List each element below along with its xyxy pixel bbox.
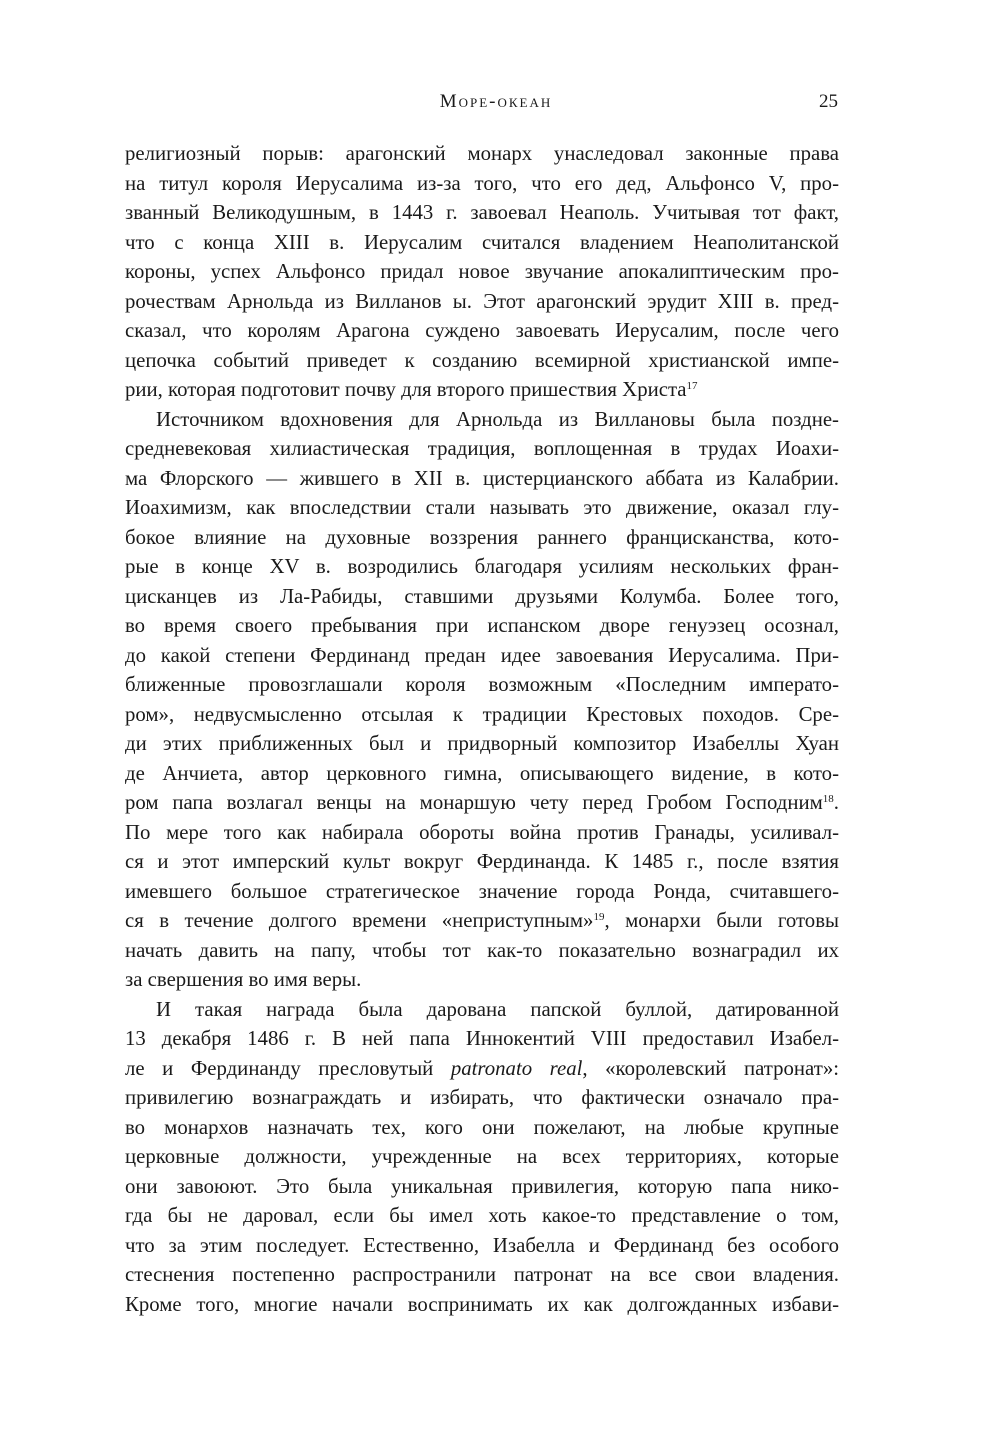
paragraph-1-line-4: что с конца XIII в. Иерусалим считался владением Неаполитанской: [125, 230, 839, 254]
paragraph-1-line-6: рочествам Арнольда из Вилланов ы. Этот арагонский эрудит XIII в. пред-: [125, 289, 839, 313]
paragraph-3-line-1: И такая награда была дарована папской буллой, датированной: [156, 997, 839, 1021]
paragraph-2-line-13: де Анчиета, автор церковного гимна, описывающего видение, в кото-: [125, 761, 839, 785]
paragraph-1-line-7: сказал, что королям Арагона суждено завоевать Иерусалим, после чего: [125, 319, 839, 342]
paragraph-2-line-14: [125, 788, 839, 818]
paragraph-3-line-2: 13 декабря 1486 г. В ней папа Иннокентий VIII предоставил Изабел-: [125, 1027, 839, 1050]
paragraph-2-line-19: начать давить на папу, чтобы тот как-то показательно вознаградил их: [125, 938, 839, 962]
paragraph-2-line-14-text: ром папа возлагал венцы на монаршую чету перед Гробом Господним: [125, 791, 823, 814]
paragraph-2-line-12: ди этих приближенных был и придворный композитор Изабеллы Хуан: [125, 732, 839, 755]
paragraph-2-line-7: цисканцев из Ла-Рабиды, ставшими друзьями Колумба. Более того,: [125, 584, 839, 608]
paragraph-3-line-7: они завоюют. Это была уникальная привилегия, которую папа нико-: [125, 1174, 839, 1198]
paragraph-1-line-9-text: рии, которая подготовит почву для второго пришествия Христа: [125, 378, 687, 401]
paragraph-2-line-17: имевшего большое стратегическое значение города Ронда, считавшего-: [125, 879, 839, 903]
paragraph-1-line-2: на титул короля Иерусалима из-за того, что его дед, Альфонсо V, про-: [125, 171, 839, 195]
paragraph-2-line-14-end: .: [833, 791, 839, 814]
paragraph-2-line-2: средневековая хилиастическая традиция, воплощенная в трудах Иоахи-: [125, 437, 839, 460]
paragraph-2-line-18: [125, 906, 839, 936]
paragraph-1-line-3: званный Великодушным, в 1443 г. завоевал Неаполь. Учитывая тот факт,: [125, 201, 839, 224]
paragraph-2-line-18-text: ся в течение долгого времени «неприступным»: [125, 909, 594, 932]
running-head: [0, 90, 992, 114]
paragraph-2-line-20: за свершения во имя веры.: [125, 968, 362, 991]
paragraph-2-line-11: ром», недвусмысленно отсылая к традиции Крестовых походов. Сре-: [125, 702, 839, 726]
page-number: 25: [819, 91, 838, 112]
paragraph-3-line-8: гда бы не даровал, если бы имел хоть какое-то представление о том,: [125, 1204, 839, 1227]
paragraph-3-line-3: [125, 1054, 839, 1084]
paragraph-2-line-15: По мере того как набирала обороты война против Гранады, усиливал-: [125, 820, 839, 844]
paragraph-1-line-9: [125, 375, 839, 405]
footnote-ref-19: 19: [593, 911, 605, 923]
paragraph-2-line-10: ближенные провозглашали короля возможным «Последним императо-: [125, 673, 839, 696]
paragraph-3-line-3-end: , «королевский патронат»:: [582, 1056, 840, 1080]
paragraph-1-line-8: цепочка событий приведет к созданию всемирной христианской импе-: [125, 348, 839, 372]
paragraph-2-line-18-end: , монархи были готовы: [604, 909, 839, 932]
footnote-ref-18: 18: [822, 793, 834, 805]
paragraph-3-line-5: во монархов назначать тех, кого они пожелают, на любые крупные: [125, 1115, 839, 1139]
paragraph-2-line-4: Иоахимизм, как впоследствии стали называть это движение, оказал глу-: [125, 496, 839, 519]
paragraph-3-line-9: что за этим последует. Естественно, Изабелла и Фердинанд без особого: [125, 1233, 839, 1257]
paragraph-2-line-6: рые в конце XV в. возродились благодаря усилиям нескольких фран-: [125, 555, 839, 578]
paragraph-2-line-8: во время своего пребывания при испанском дворе генуэзец осознал,: [125, 614, 839, 637]
paragraph-2-line-16: ся и этот имперский культ вокруг Фердинанда. К 1485 г., после взятия: [125, 850, 839, 873]
italic-term: patronato real: [450, 1056, 583, 1080]
paragraph-3-line-3-start: ле и Фердинанду пресловутый: [125, 1056, 451, 1080]
running-title: Море-океан: [439, 91, 553, 112]
paragraph-2-line-3: ма Флорского — жившего в XII в. цистерцианского аббата из Калабрии.: [125, 466, 839, 490]
paragraph-2-line-9: до какой степени Фердинанд предан идее завоевания Иерусалима. При-: [125, 643, 839, 667]
paragraph-2-line-5: бокое влияние на духовные воззрения раннего францисканства, кото-: [125, 525, 839, 549]
paragraph-3-line-4: привилегию вознаграждать и избирать, что фактически означало пра-: [125, 1086, 839, 1109]
footnote-ref-17: 17: [686, 380, 698, 392]
paragraph-1-line-1: религиозный порыв: арагонский монарх унаследовал законные права: [125, 142, 839, 165]
body-text: [125, 139, 839, 1319]
paragraph-1-line-5: короны, успех Альфонсо придал новое звучание апокалиптическим про-: [125, 260, 839, 283]
paragraph-3-line-6: церковные должности, учрежденные на всех территориях, которые: [125, 1145, 839, 1168]
paragraph-3-line-10: стеснения постепенно распространили патронат на все свои владения.: [125, 1263, 839, 1286]
paragraph-2-line-1: Источником вдохновения для Арнольда из Виллановы была поздне-: [156, 407, 839, 431]
paragraph-3-line-11: Кроме того, многие начали воспринимать их как долгожданных избави-: [125, 1292, 839, 1316]
